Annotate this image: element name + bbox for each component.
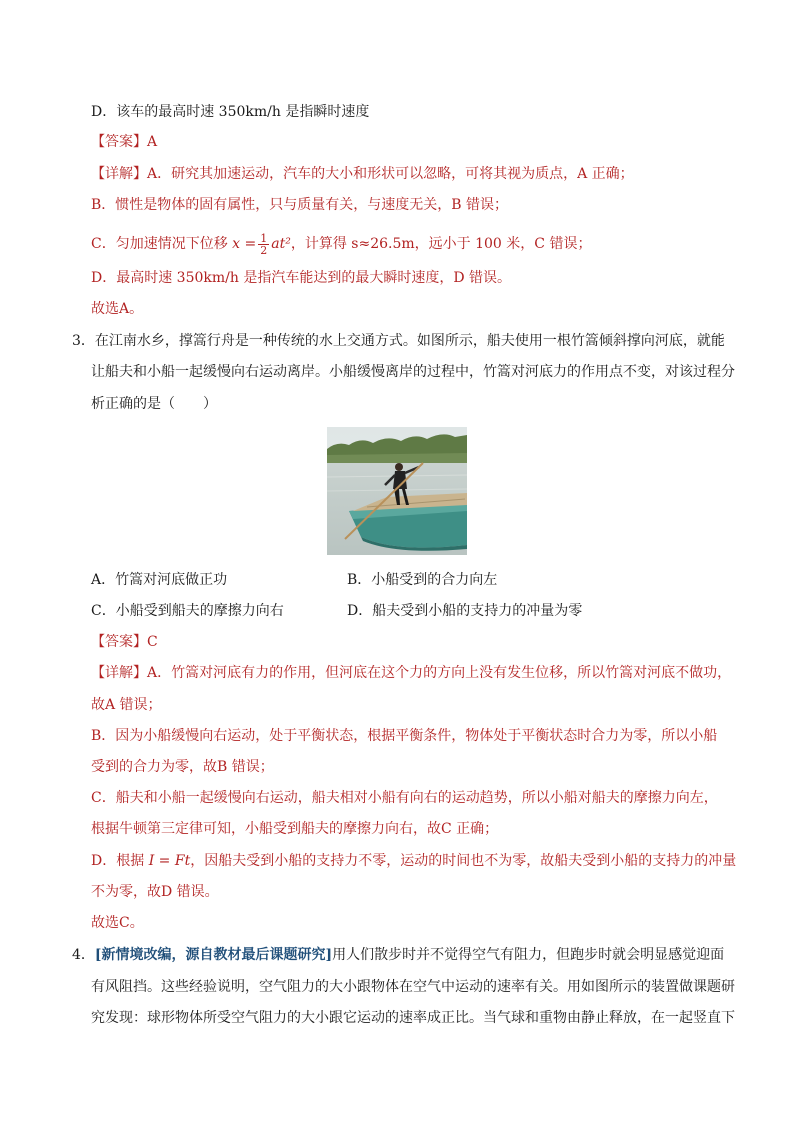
q3-answer (91, 632, 158, 652)
q2-answer (91, 132, 157, 152)
answer-label: 【答案】 (91, 634, 147, 650)
q2-detail-b: B．惯性是物体的固有属性，只与质量有关，与速度无关，B 错误； (91, 197, 509, 213)
q3-stem-line3: 析正确的是（ ） (91, 396, 217, 412)
fraction-numerator: 1 (260, 231, 268, 245)
detail-d-prefix: D．根据 (91, 853, 149, 869)
q3-detail-a-line1 (91, 663, 731, 683)
q2-option-d: D．该车的最高时速 350km/h 是指瞬时速度 (91, 104, 370, 120)
q3-detail-d-line1 (91, 851, 736, 871)
formula-impulse: I = Ft (148, 853, 191, 869)
q2-detail-c (91, 228, 591, 260)
fraction-denominator: 2 (260, 243, 268, 257)
detail-label: 【详解】 (91, 665, 147, 681)
boat-photo (327, 427, 467, 555)
q3-detail-c-line1: C．船夫和小船一起缓慢向右运动，船夫相对小船有向右的运动趋势，所以小船对船夫的摩擦力向左， (91, 790, 718, 806)
q3-option-a: A．竹篙对河底做正功 (91, 572, 228, 588)
q4-line1-text: 用人们散步时并不觉得空气有阻力，但跑步时就会明显感觉迎面 (332, 947, 725, 963)
q4-line2: 有风阻挡。这些经验说明，空气阻力的大小跟物体在空气中运动的速率有关。用如图所示的装置做课题研 (91, 979, 735, 995)
detail-text: A．研究其加速运动，汽车的大小和形状可以忽略，可将其视为质点，A 正确； (147, 166, 634, 182)
detail-d-suffix: ，因船夫受到小船的支持力不零，运动的时间也不为零，故船夫受到小船的支持力的冲量 (190, 853, 737, 869)
q3-detail-a-line2: 故A 错误； (91, 697, 162, 713)
q3-detail-c-line2: 根据牛顿第三定律可知，小船受到船夫的摩擦力向右，故C 正确； (91, 821, 499, 837)
answer-label: 【答案】 (91, 134, 147, 150)
formula-fraction (258, 233, 269, 256)
q3-stem-line2: 让船夫和小船一起缓慢向右运动离岸。小船缓慢离岸的过程中，竹篙对河底力的作用点不变，对该过程分 (91, 364, 735, 380)
q3-option-b: B．小船受到的合力向左 (347, 572, 498, 588)
answer-value: A (147, 134, 158, 150)
detail-label: 【详解】 (91, 166, 147, 182)
q4-line1 (72, 945, 724, 965)
q4-line3: 究发现：球形物体所受空气阻力的大小跟它运动的速率成正比。当气球和重物由静止释放，在一起竖直下 (91, 1010, 735, 1026)
q2-detail-d: D．最高时速 350km/h 是指汽车能达到的最大瞬时速度，D 错误。 (91, 270, 512, 286)
detail-c-suffix: ，计算得 s≈26.5m，远小于 100 米，C 错误； (290, 236, 592, 252)
q3-conclusion: 故选C。 (91, 915, 144, 931)
q3-stem-line1: 3．在江南水乡，撑篙行舟是一种传统的水上交通方式。如图所示，船夫使用一根竹篙倾斜撑向河底，就能 (72, 333, 725, 349)
detail-text: A．竹篙对河底有力的作用，但河底在这个力的方向上没有发生位移，所以竹篙对河底不做功， (147, 665, 732, 681)
detail-c-prefix: C．匀加速情况下位移 (91, 236, 233, 252)
q3-option-c: C．小船受到船夫的摩擦力向右 (91, 603, 284, 619)
q2-conclusion: 故选A。 (91, 301, 144, 317)
formula-rhs: at² (271, 236, 291, 252)
q3-detail-b-line2: 受到的合力为零，故B 错误； (91, 759, 274, 775)
answer-value: C (147, 634, 158, 650)
formula-lhs: x = (232, 236, 257, 252)
q4-number: 4． (72, 947, 95, 963)
q4-tag: [新情境改编，源自教材最后课题研究] (94, 947, 333, 963)
q2-detail-a (91, 164, 634, 184)
q3-option-d: D．船夫受到小船的支持力的冲量为零 (347, 603, 583, 619)
q3-detail-b-line1: B．因为小船缓慢向右运动，处于平衡状态，根据平衡条件，物体处于平衡状态时合力为零，所以小船 (91, 728, 718, 744)
q3-detail-d-line2: 不为零，故D 错误。 (91, 884, 219, 900)
